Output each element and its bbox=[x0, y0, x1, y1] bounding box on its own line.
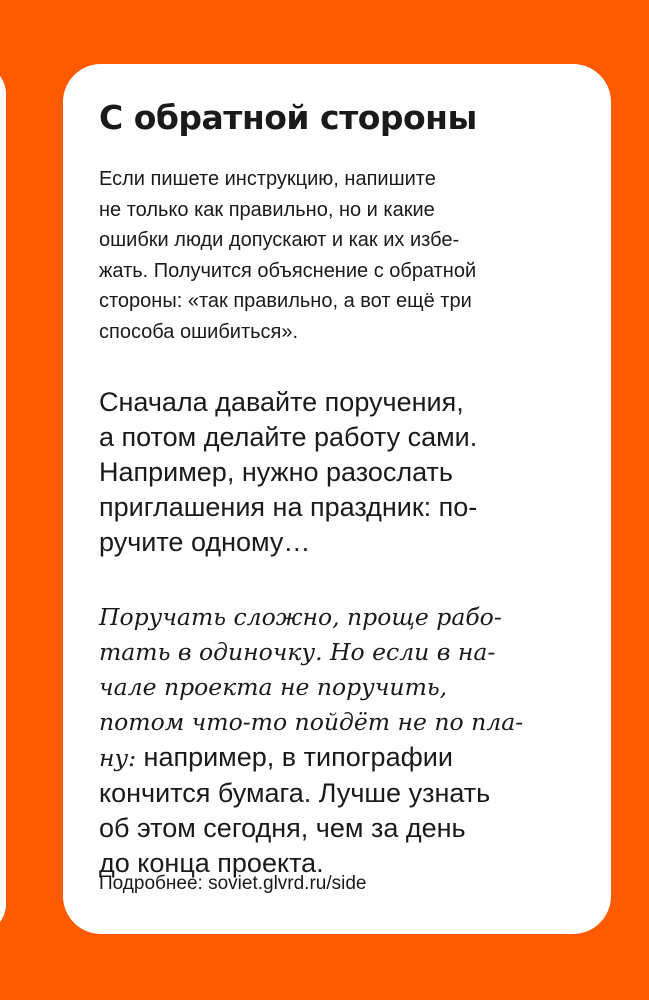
more-link[interactable]: Подробнее: soviet.glvrd.ru/side bbox=[99, 873, 367, 894]
regular-head: например, в типографии bbox=[136, 742, 453, 772]
body-paragraph bbox=[99, 600, 575, 881]
intro-paragraph bbox=[99, 164, 575, 347]
italic-line: тать в одиночку. Но если в на- bbox=[99, 638, 496, 666]
lead-paragraph bbox=[99, 385, 575, 560]
intro-line: способа ошибиться». bbox=[99, 320, 299, 343]
lead-line: а потом делайте работу сами. bbox=[99, 422, 478, 452]
lead-line: Например, нужно разослать bbox=[99, 457, 453, 487]
italic-line: потом что-то пойдёт не по пла- bbox=[99, 708, 524, 736]
intro-line: стороны: «так правильно, а вот ещё три bbox=[99, 290, 472, 312]
card-title: С обратной стороны bbox=[99, 98, 477, 137]
previous-card-edge bbox=[0, 64, 6, 934]
lead-line: Сначала давайте поручения, bbox=[99, 387, 464, 417]
mixed-line bbox=[99, 740, 575, 776]
lead-line: ручите одному… bbox=[99, 527, 311, 557]
intro-line: жать. Получится объяснение с обратной bbox=[99, 259, 477, 282]
intro-line: Если пишете инструкцию, напишите bbox=[99, 168, 436, 190]
advice-card bbox=[63, 64, 611, 934]
body-line: кончится бумага. Лучше узнать bbox=[99, 778, 491, 808]
italic-tail: ну: bbox=[99, 744, 137, 772]
lead-line: приглашения на праздник: по- bbox=[99, 492, 478, 522]
body-line: до конца проекта. bbox=[99, 848, 324, 878]
intro-line: не только как правильно, но и какие bbox=[99, 198, 435, 221]
intro-line: ошибки люди допускают и как их избе- bbox=[99, 229, 460, 251]
italic-line: Поручать сложно, проще рабо- bbox=[99, 603, 502, 631]
italic-line: чале проекта не поручить, bbox=[99, 673, 448, 701]
body-line: об этом сегодня, чем за день bbox=[99, 813, 466, 843]
